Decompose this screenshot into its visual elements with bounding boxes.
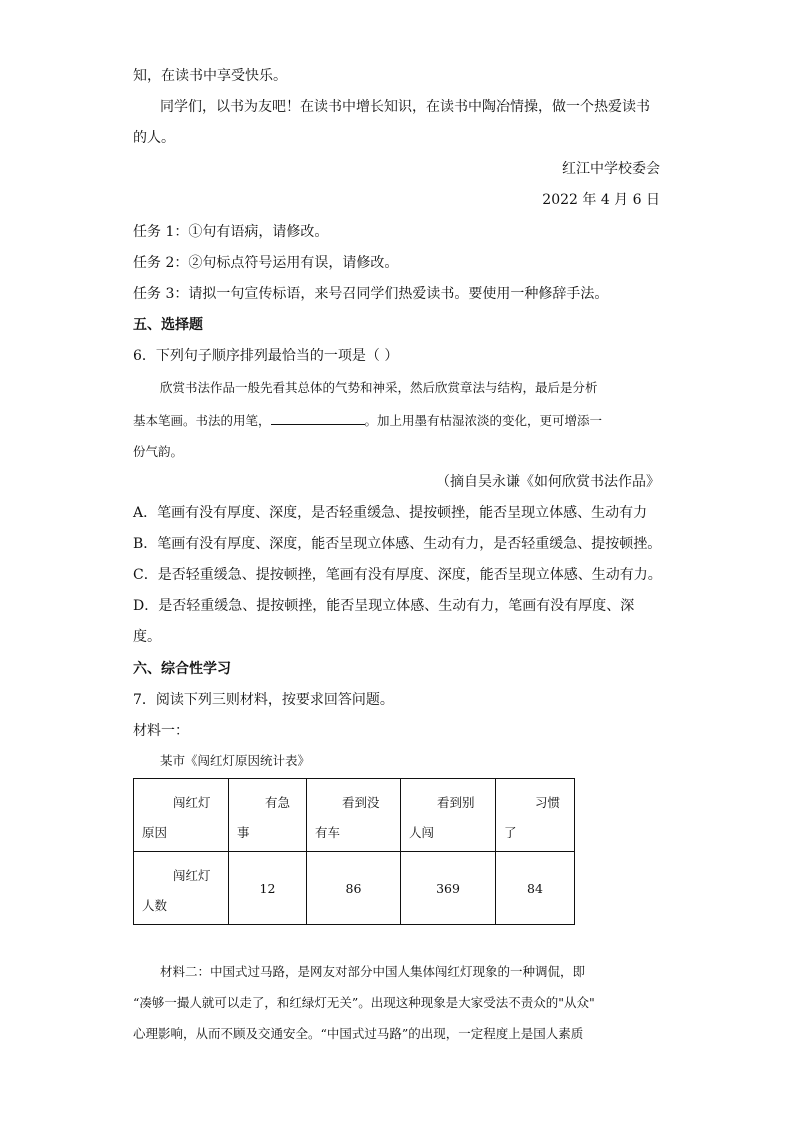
table-header-cell: 看到别 人闯 bbox=[401, 779, 496, 852]
table-row bbox=[134, 852, 575, 925]
passage-line: 欣赏书法作品一般先看其总体的气势和神采，然后欣赏章法与结构，最后是分析 bbox=[160, 380, 598, 395]
section-heading: 五、选择题 bbox=[133, 317, 203, 333]
paragraph-line: 的人。 bbox=[133, 130, 175, 146]
section-heading: 六、综合性学习 bbox=[133, 661, 231, 677]
table-row bbox=[134, 779, 575, 852]
statistics-table bbox=[133, 778, 575, 925]
material-2-line: “凑够一撮人就可以走了，和红绿灯无关”。出现这种现象是大家受法不责众的"从众" bbox=[133, 995, 595, 1010]
paragraph-tail: 知，在读书中享受快乐。 bbox=[133, 68, 287, 84]
fill-blank[interactable] bbox=[271, 410, 365, 425]
table-header-cell: 有急 事 bbox=[229, 779, 307, 852]
table-header-cell: 看到没 有车 bbox=[307, 779, 401, 852]
option-a[interactable]: A．笔画有没有厚度、深度，是否轻重缓急、提按顿挫，能否呈现立体感、生动有力 bbox=[133, 505, 648, 521]
passage-source: （摘自吴永谦《如何欣赏书法作品》 bbox=[436, 474, 660, 490]
material-label: 材料一： bbox=[133, 723, 189, 739]
table-cell: 84 bbox=[496, 852, 575, 925]
option-b[interactable]: B．笔画有没有厚度、深度，能否呈现立体感、生动有力，是否轻重缓急、提按顿挫。 bbox=[133, 536, 662, 552]
material-2-line: 心理影响，从而不顾及交通安全。“中国式过马路”的出现，一定程度上是国人素质 bbox=[133, 1026, 584, 1041]
table-caption: 某市《闯红灯原因统计表》 bbox=[160, 753, 311, 768]
passage-text: 基本笔画。书法的用笔， bbox=[133, 413, 271, 428]
option-d-continued: 度。 bbox=[133, 629, 161, 645]
passage-text: 。加上用墨有枯湿浓淡的变化，更可增添一 bbox=[364, 413, 603, 428]
table-cell: 369 bbox=[401, 852, 496, 925]
task-1: 任务 1：①句有语病，请修改。 bbox=[133, 224, 329, 240]
table-cell: 86 bbox=[307, 852, 401, 925]
paragraph-line: 同学们，以书为友吧！在读书中增长知识，在读书中陶冶情操，做一个热爱读书 bbox=[160, 99, 650, 115]
passage-line bbox=[133, 410, 602, 431]
table-header-cell: 闯红灯 原因 bbox=[134, 779, 229, 852]
table-cell: 12 bbox=[229, 852, 307, 925]
material-2-line: 材料二：中国式过马路，是网友对部分中国人集体闯红灯现象的一种调侃，即 bbox=[160, 964, 586, 979]
passage-line: 份气韵。 bbox=[133, 444, 184, 459]
task-2: 任务 2：②句标点符号运用有误，请修改。 bbox=[133, 255, 399, 271]
option-d[interactable]: D．是否轻重缓急、提按顿挫，能否呈现立体感、生动有力，笔画有没有厚度、深 bbox=[133, 598, 635, 614]
option-c[interactable]: C．是否轻重缓急、提按顿挫，笔画有没有厚度、深度，能否呈现立体感、生动有力。 bbox=[133, 567, 662, 583]
table-header-cell: 习惯 了 bbox=[496, 779, 575, 852]
question-6: 6．下列句子顺序排列最恰当的一项是（ ） bbox=[133, 348, 399, 364]
signature: 红江中学校委会 bbox=[562, 161, 660, 177]
table-row-label: 闯红灯 人数 bbox=[134, 852, 229, 925]
task-3: 任务 3：请拟一句宣传标语，来号召同学们热爱读书。要使用一种修辞手法。 bbox=[133, 286, 609, 302]
question-7: 7．阅读下列三则材料，按要求回答问题。 bbox=[133, 692, 394, 708]
date: 2022 年 4 月 6 日 bbox=[542, 192, 660, 208]
